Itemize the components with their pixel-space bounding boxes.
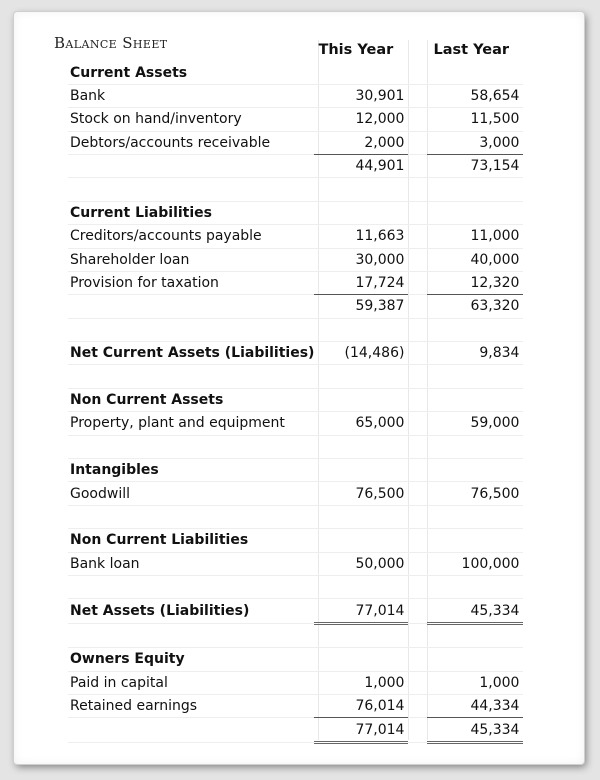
value-this-year: 2,000 — [314, 131, 408, 154]
value-this-year — [314, 529, 408, 552]
value-this-year: 76,500 — [314, 482, 408, 505]
value-this-year — [314, 459, 408, 482]
value-this-year: 17,724 — [314, 271, 408, 294]
value-this-year — [314, 61, 408, 84]
gap-cell — [408, 131, 427, 154]
value-last-year: 100,000 — [427, 552, 523, 575]
row-label: Bank — [68, 84, 314, 107]
value-last-year — [427, 505, 523, 528]
gap-cell — [408, 459, 427, 482]
value-this-year: 59,387 — [314, 295, 408, 318]
value-this-year — [314, 505, 408, 528]
section-heading: Net Current Assets (Liabilities) — [68, 342, 314, 365]
row-label: Paid in capital — [68, 671, 314, 694]
value-this-year — [314, 435, 408, 458]
value-last-year: 45,334 — [427, 718, 523, 742]
row-label: Creditors/accounts payable — [68, 225, 314, 248]
section-heading: Intangibles — [68, 459, 314, 482]
table-row — [68, 671, 523, 694]
value-this-year — [314, 365, 408, 388]
gap-cell — [408, 154, 427, 177]
value-last-year — [427, 61, 523, 84]
row-label — [68, 295, 314, 318]
value-last-year: 73,154 — [427, 154, 523, 177]
table-row — [68, 388, 523, 411]
table-row — [68, 318, 523, 341]
gap-cell — [408, 552, 427, 575]
row-label — [68, 178, 314, 201]
row-label: Stock on hand/inventory — [68, 108, 314, 131]
gap-cell — [408, 529, 427, 552]
section-heading: Non Current Liabilities — [68, 529, 314, 552]
value-last-year — [427, 623, 523, 647]
gap-cell — [408, 671, 427, 694]
balance-sheet-table — [68, 39, 523, 744]
row-label — [68, 505, 314, 528]
value-this-year — [314, 575, 408, 598]
value-this-year: (14,486) — [314, 342, 408, 365]
gap-cell — [408, 648, 427, 671]
value-last-year: 44,334 — [427, 694, 523, 717]
value-last-year — [427, 201, 523, 224]
value-last-year — [427, 459, 523, 482]
header-last-year: Last Year — [433, 42, 510, 59]
gap-cell — [408, 201, 427, 224]
table-row — [68, 529, 523, 552]
table-row — [68, 84, 523, 107]
value-this-year: 12,000 — [314, 108, 408, 131]
value-last-year: 11,500 — [427, 108, 523, 131]
value-this-year — [314, 178, 408, 201]
value-last-year: 1,000 — [427, 671, 523, 694]
table-row — [68, 648, 523, 671]
table-row — [68, 365, 523, 388]
row-label — [68, 365, 314, 388]
table-row — [68, 271, 523, 294]
section-heading: Net Assets (Liabilities) — [68, 599, 314, 623]
value-this-year: 30,901 — [314, 84, 408, 107]
value-last-year — [427, 435, 523, 458]
value-last-year — [427, 365, 523, 388]
table-row — [68, 552, 523, 575]
table-row — [68, 178, 523, 201]
value-this-year: 44,901 — [314, 154, 408, 177]
value-last-year — [427, 575, 523, 598]
row-label — [68, 435, 314, 458]
gap-cell — [408, 295, 427, 318]
table-row — [68, 718, 523, 742]
value-this-year: 77,014 — [314, 718, 408, 742]
gap-cell — [408, 84, 427, 107]
table-row — [68, 225, 523, 248]
table-row — [68, 61, 523, 84]
gap-cell — [408, 505, 427, 528]
header-this-year: This Year — [318, 42, 394, 59]
value-this-year: 76,014 — [314, 694, 408, 717]
value-last-year: 12,320 — [427, 271, 523, 294]
value-this-year — [314, 388, 408, 411]
section-heading: Current Liabilities — [68, 201, 314, 224]
gap-cell — [408, 435, 427, 458]
table-row — [68, 342, 523, 365]
table-row — [68, 412, 523, 435]
value-this-year — [314, 648, 408, 671]
table-row — [68, 131, 523, 154]
value-this-year: 1,000 — [314, 671, 408, 694]
value-this-year — [314, 623, 408, 647]
value-last-year — [427, 529, 523, 552]
gap-cell — [408, 599, 427, 623]
value-last-year: 45,334 — [427, 599, 523, 623]
gap-cell — [408, 271, 427, 294]
table-row — [68, 459, 523, 482]
table-row — [68, 295, 523, 318]
row-label: Provision for taxation — [68, 271, 314, 294]
value-last-year: 59,000 — [427, 412, 523, 435]
table-row — [68, 599, 523, 623]
table-row — [68, 201, 523, 224]
value-last-year — [427, 318, 523, 341]
table-row — [68, 575, 523, 598]
row-label: Shareholder loan — [68, 248, 314, 271]
header-label-cell — [68, 39, 314, 61]
gap-cell — [408, 108, 427, 131]
row-label: Debtors/accounts receivable — [68, 131, 314, 154]
table-row — [68, 248, 523, 271]
gap-cell — [408, 318, 427, 341]
gap-cell — [408, 248, 427, 271]
value-last-year: 9,834 — [427, 342, 523, 365]
header-row — [68, 39, 523, 61]
value-this-year: 65,000 — [314, 412, 408, 435]
gap-cell — [408, 342, 427, 365]
table-row — [68, 482, 523, 505]
gap-cell — [408, 225, 427, 248]
row-label — [68, 318, 314, 341]
table-row — [68, 108, 523, 131]
value-last-year: 58,654 — [427, 84, 523, 107]
table-row — [68, 505, 523, 528]
row-label: Goodwill — [68, 482, 314, 505]
value-last-year — [427, 388, 523, 411]
row-label — [68, 718, 314, 742]
gap-cell — [408, 694, 427, 717]
page-title: Balance Sheet — [54, 34, 168, 52]
value-last-year: 3,000 — [427, 131, 523, 154]
gap-cell — [408, 623, 427, 647]
value-this-year: 11,663 — [314, 225, 408, 248]
gap-cell — [408, 365, 427, 388]
value-last-year: 11,000 — [427, 225, 523, 248]
gap-cell — [408, 412, 427, 435]
gap-cell — [408, 178, 427, 201]
section-heading: Non Current Assets — [68, 388, 314, 411]
value-last-year: 63,320 — [427, 295, 523, 318]
table-row — [68, 623, 523, 647]
row-label — [68, 575, 314, 598]
value-last-year — [427, 648, 523, 671]
value-this-year — [314, 318, 408, 341]
gap-cell — [408, 718, 427, 742]
row-label: Bank loan — [68, 552, 314, 575]
value-last-year: 76,500 — [427, 482, 523, 505]
value-last-year: 40,000 — [427, 248, 523, 271]
row-label — [68, 623, 314, 647]
row-label: Property, plant and equipment — [68, 412, 314, 435]
value-last-year — [427, 178, 523, 201]
section-heading: Owners Equity — [68, 648, 314, 671]
table-row — [68, 694, 523, 717]
table-row — [68, 435, 523, 458]
gap-cell — [408, 482, 427, 505]
row-label — [68, 154, 314, 177]
value-this-year: 77,014 — [314, 599, 408, 623]
section-heading: Current Assets — [68, 61, 314, 84]
gap-cell — [408, 388, 427, 411]
table-row — [68, 154, 523, 177]
value-this-year — [314, 201, 408, 224]
header-gap — [408, 39, 427, 61]
gap-cell — [408, 61, 427, 84]
row-label: Retained earnings — [68, 694, 314, 717]
value-this-year: 50,000 — [314, 552, 408, 575]
gap-cell — [408, 575, 427, 598]
value-this-year: 30,000 — [314, 248, 408, 271]
